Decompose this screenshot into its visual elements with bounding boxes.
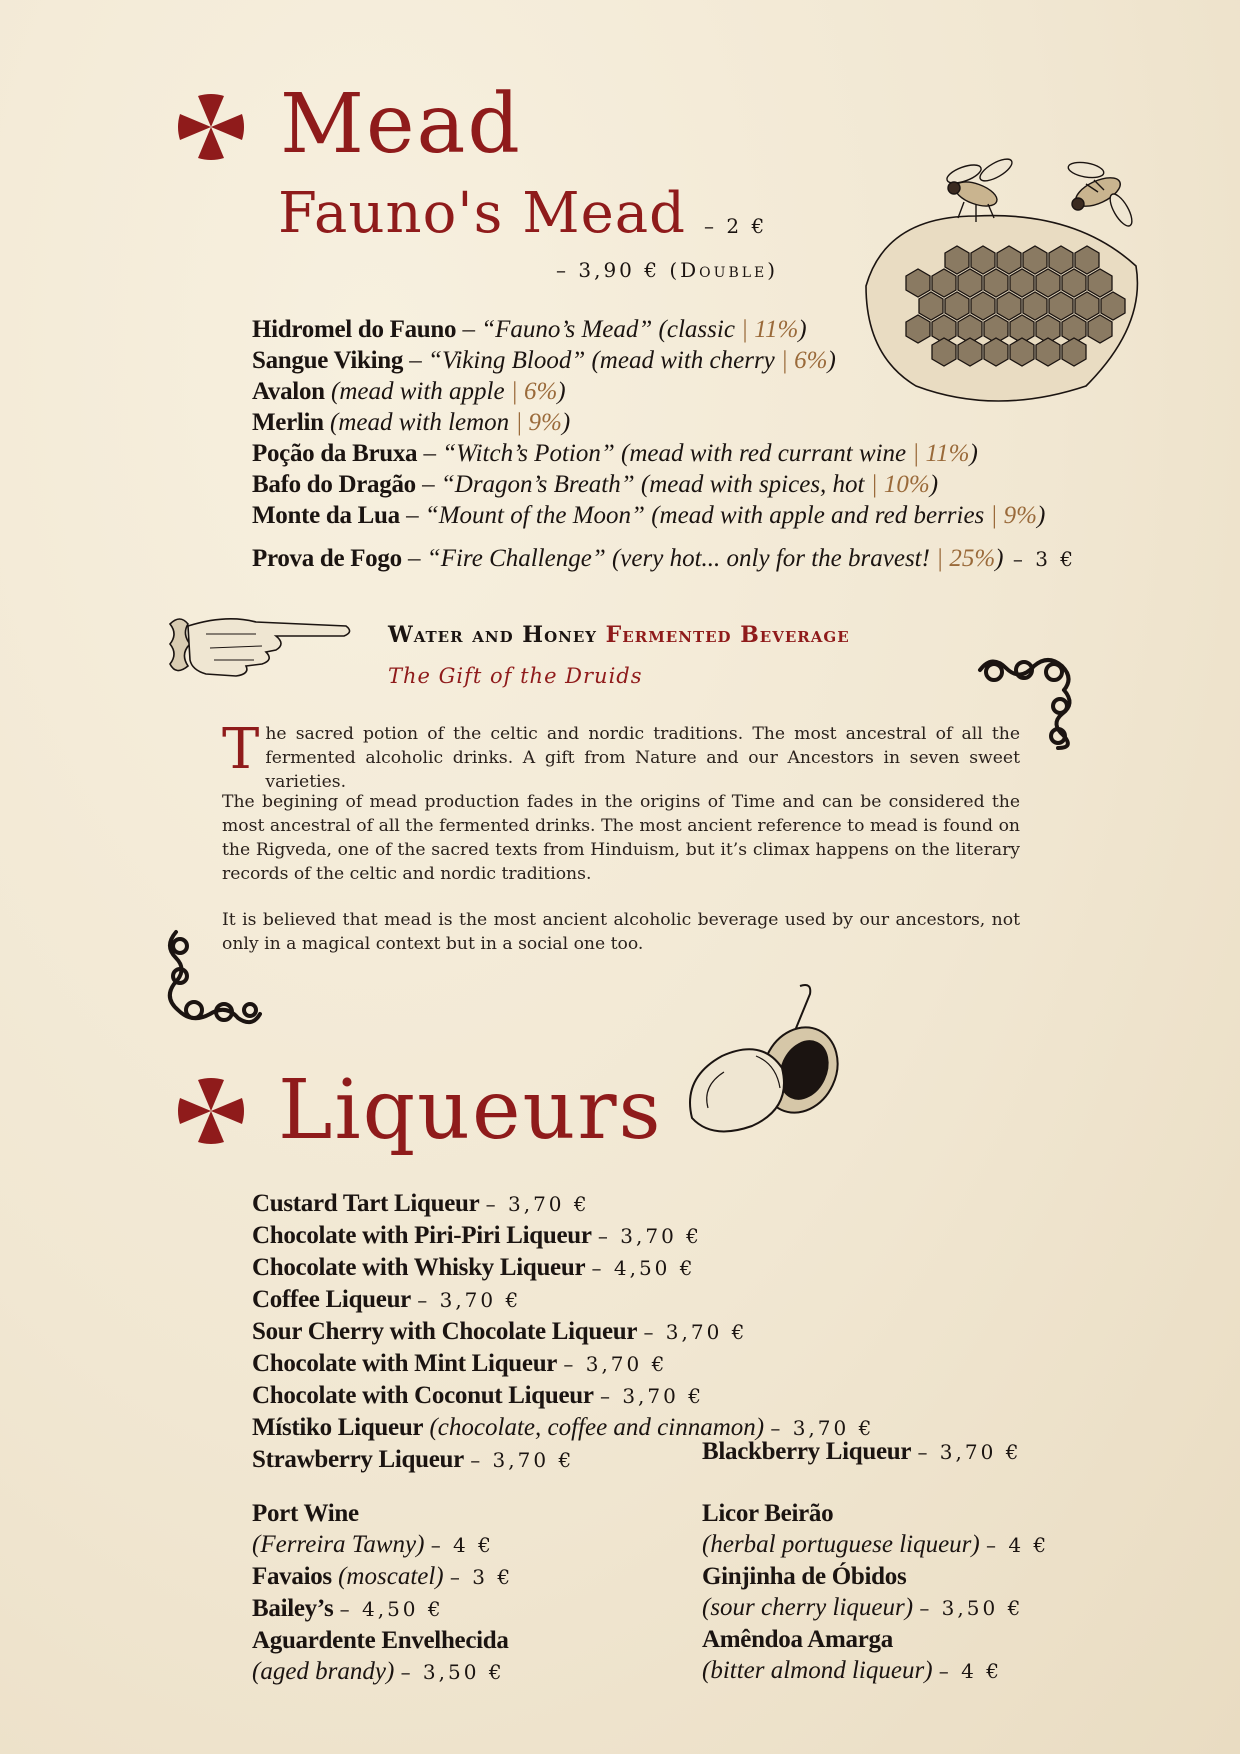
bee-icon	[945, 156, 1015, 222]
list-item: Licor Beirão	[702, 1500, 834, 1527]
list-item: (herbal portuguese liqueur) – 4 €	[702, 1531, 1050, 1558]
intro-subheading: The Gift of the Druids	[388, 664, 643, 688]
liqueurs-list	[252, 1188, 874, 1476]
drop-cap: T	[222, 717, 260, 782]
intro-paragraph-2: The begining of mead production fades in the origins of Time and can be considered the most ancestral of all the fermented drinks. The most ancient reference to mead is found on the Rigveda, one of the sacred texts from Hinduism, but it’s climax happens on the literary records of the celtic and nordic traditions.	[222, 792, 1020, 884]
celtic-knot-ornament-icon	[162, 928, 262, 1028]
list-item: Coffee Liqueur – 3,70 €	[252, 1286, 522, 1313]
list-item: Sangue Viking – “Viking Blood” (mead with cherry | 6%)	[252, 347, 836, 374]
list-item: Bafo do Dragão – “Dragon’s Breath” (mead with spices, hot | 10%)	[252, 471, 939, 498]
mead-price-single: – 2 €	[704, 214, 768, 238]
other-drinks-left	[252, 1498, 513, 1688]
fauno-mead-subtitle: Fauno's Mead	[278, 181, 686, 246]
list-item: Chocolate with Piri-Piri Liqueur – 3,70 €	[252, 1222, 702, 1249]
list-item: (aged brandy) – 3,50 €	[252, 1658, 505, 1685]
mead-price-double: – 3,90 € (Double)	[556, 258, 779, 282]
bee-icon	[1067, 160, 1136, 229]
list-item: Hidromel do Fauno – “Fauno’s Mead” (classic | 11%)	[252, 316, 807, 343]
intro-paragraph-1: The sacred potion of the celtic and nordic traditions. The most ancestral of all the fermented alcoholic drinks. A gift from Nature and our Ancestors in seven sweet varieties.	[222, 717, 1020, 792]
acorn-illustration	[672, 978, 852, 1158]
list-item: Avalon (mead with apple | 6%)	[252, 378, 566, 405]
list-item: Custard Tart Liqueur – 3,70 €	[252, 1190, 590, 1217]
list-item: Aguardente Envelhecida	[252, 1627, 509, 1654]
liqueurs-title: Liqueurs	[278, 1063, 663, 1158]
templar-cross-icon	[176, 92, 246, 162]
pointing-hand-icon	[166, 604, 356, 684]
list-item: Merlin (mead with lemon | 9%)	[252, 409, 571, 436]
list-item: (sour cherry liqueur) – 3,50 €	[702, 1594, 1024, 1621]
list-item: (Ferreira Tawny) – 4 €	[252, 1531, 494, 1558]
list-item: Poção da Bruxa – “Witch’s Potion” (mead with red currant wine | 11%)	[252, 440, 978, 467]
list-item: Chocolate with Whisky Liqueur – 4,50 €	[252, 1254, 696, 1281]
list-item: Prova de Fogo – “Fire Challenge” (very hot... only for the bravest! | 25%) – 3 €	[252, 545, 1077, 572]
intro-paragraph-3: It is believed that mead is the most ancient alcoholic beverage used by our ancestors, not only in a magical context but in a social one too.	[222, 910, 1020, 954]
list-item: (bitter almond liqueur) – 4 €	[702, 1657, 1002, 1684]
list-item: Chocolate with Coconut Liqueur – 3,70 €	[252, 1382, 704, 1409]
list-item: Amêndoa Amarga	[702, 1626, 893, 1653]
list-item: Strawberry Liqueur – 3,70 €	[252, 1446, 575, 1473]
list-item: Favaios (moscatel) – 3 €	[252, 1563, 514, 1590]
list-item: Bailey’s – 4,50 €	[252, 1595, 444, 1622]
list-item: Blackberry Liqueur – 3,70 €	[702, 1438, 1022, 1465]
list-item: Místiko Liqueur (chocolate, coffee and cinnamon) – 3,70 €	[252, 1414, 875, 1441]
mead-title: Mead	[280, 77, 522, 172]
mead-list	[252, 314, 1076, 575]
templar-cross-icon	[176, 1076, 246, 1146]
list-item: Monte da Lua – “Mount of the Moon” (mead with apple and red berries | 9%)	[252, 502, 1046, 529]
other-drinks-right	[702, 1498, 1049, 1687]
list-item: Port Wine	[252, 1500, 359, 1527]
intro-heading: Water and Honey Fermented Beverage	[388, 622, 850, 648]
list-item: Sour Cherry with Chocolate Liqueur – 3,70 €	[252, 1318, 748, 1345]
list-item: Ginjinha de Óbidos	[702, 1563, 907, 1590]
list-item: Chocolate with Mint Liqueur – 3,70 €	[252, 1350, 668, 1377]
